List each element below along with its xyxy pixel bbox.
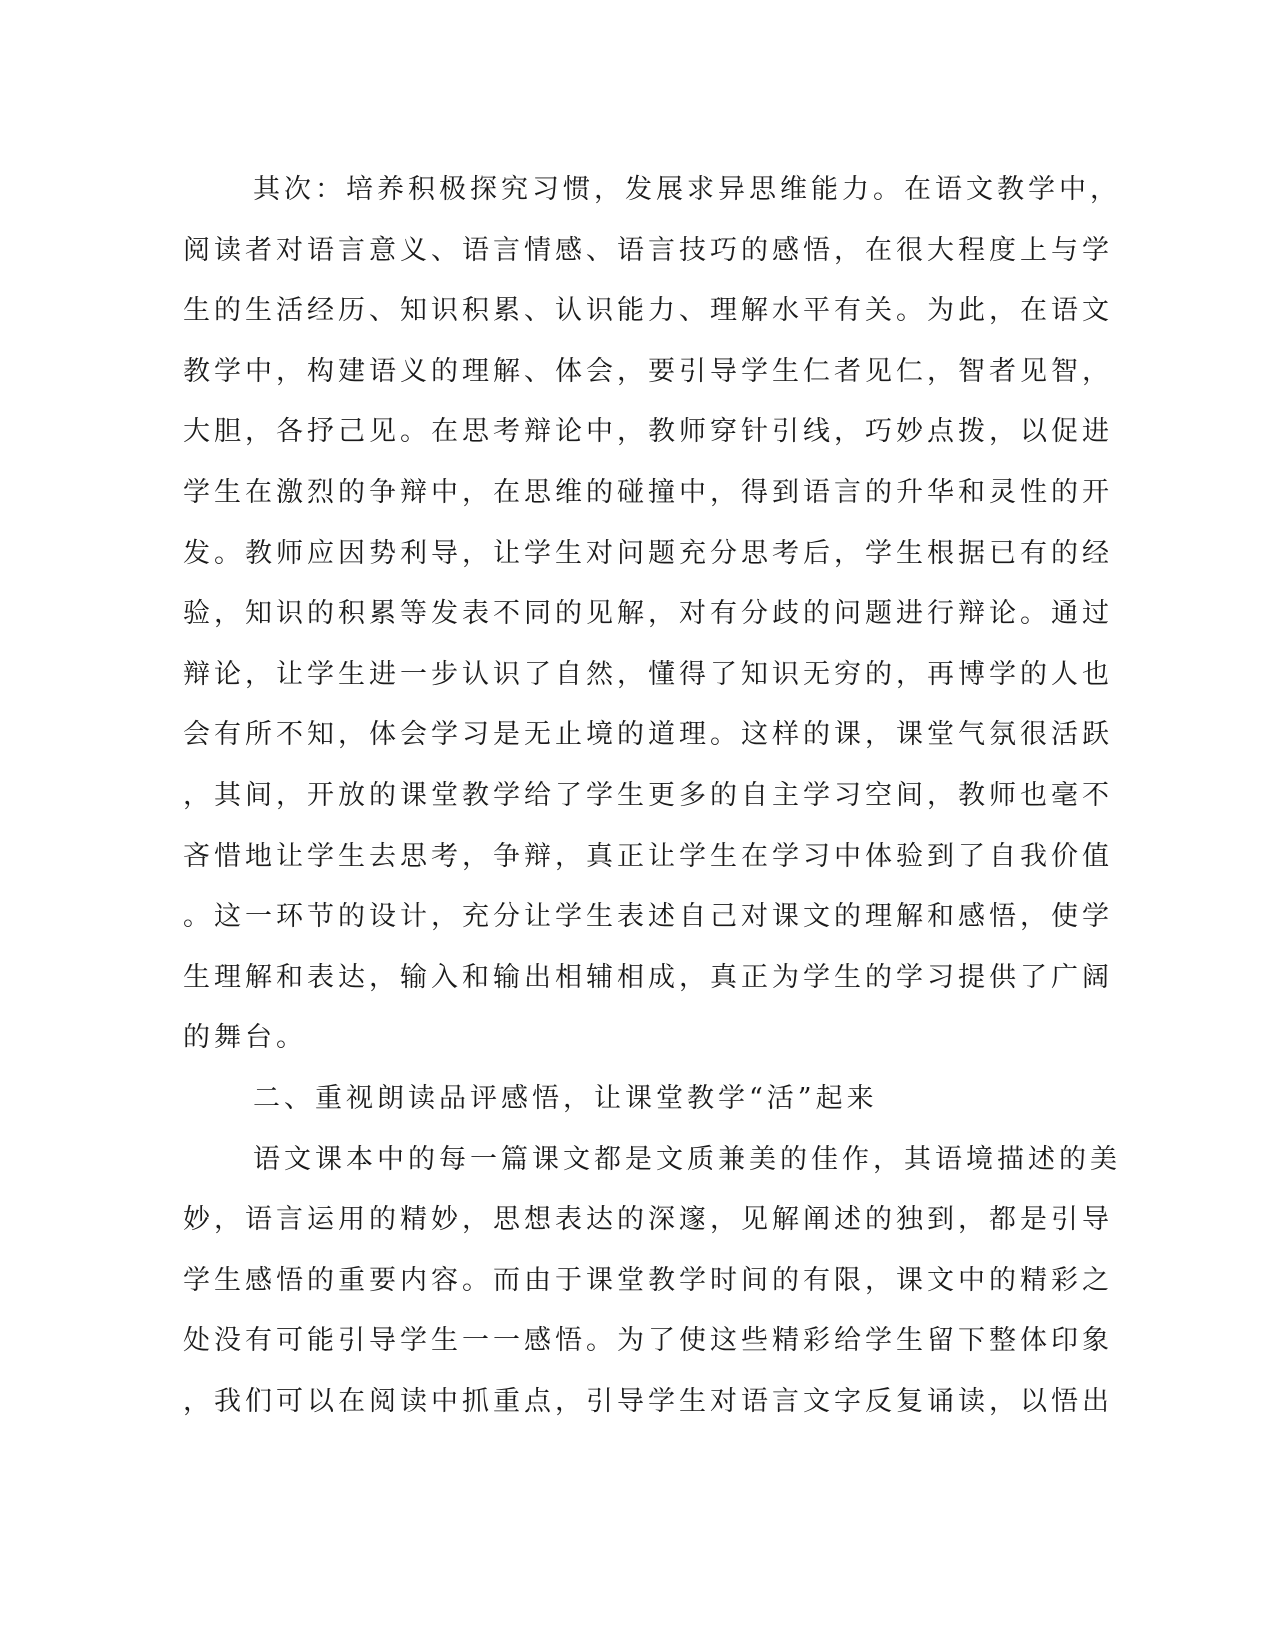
paragraph-line: 辩论，让学生进一步认识了自然，懂得了知识无穷的，再博学的人也 (183, 658, 1113, 690)
paragraph-line: 妙，语言运用的精妙，思想表达的深邃，见解阐述的独到，都是引导 (183, 1204, 1113, 1236)
paragraph-line: 发。教师应因势利导，让学生对问题充分思考后，学生根据已有的经 (183, 537, 1113, 569)
paragraph-line: 。这一环节的设计，充分让学生表述自己对课文的理解和感悟，使学 (183, 901, 1113, 933)
body-text (183, 160, 1121, 1432)
paragraph-line: 处没有可能引导学生一一感悟。为了使这些精彩给学生留下整体印象 (183, 1325, 1113, 1357)
section-heading: 二、重视朗读品评感悟，让课堂教学“活”起来 (253, 1082, 878, 1114)
paragraph-line: 的舞台。 (183, 1022, 307, 1054)
paragraph-line: 学生在激烈的争辩中，在思维的碰撞中，得到语言的升华和灵性的开 (183, 476, 1113, 508)
paragraph-line: 生理解和表达，输入和输出相辅相成，真正为学生的学习提供了广阔 (183, 961, 1113, 993)
paragraph-line: 语文课本中的每一篇课文都是文质兼美的佳作，其语境描述的美 (253, 1143, 1121, 1175)
paragraph-line: 大胆，各抒己见。在思考辩论中，教师穿针引线，巧妙点拨，以促进 (183, 416, 1113, 448)
paragraph-line: 吝惜地让学生去思考，争辩，真正让学生在学习中体验到了自我价值 (183, 840, 1113, 872)
paragraph-line: 其次：培养积极探究习惯，发展求异思维能力。在语文教学中， (253, 174, 1121, 205)
paragraph-line: ，我们可以在阅读中抓重点，引导学生对语言文字反复诵读，以悟出 (183, 1385, 1113, 1417)
paragraph-line: 阅读者对语言意义、语言情感、语言技巧的感悟，在很大程度上与学 (183, 234, 1113, 266)
paragraph-line: 验，知识的积累等发表不同的见解，对有分歧的问题进行辩论。通过 (183, 598, 1113, 630)
paragraph-line: 会有所不知，体会学习是无止境的道理。这样的课，课堂气氛很活跃 (183, 719, 1113, 751)
paragraph-line: 生的生活经历、知识积累、认识能力、理解水平有关。为此，在语文 (183, 295, 1113, 327)
paragraph-line: 教学中，构建语义的理解、体会，要引导学生仁者见仁，智者见智， (183, 355, 1113, 387)
paragraph-line: 学生感悟的重要内容。而由于课堂教学时间的有限，课文中的精彩之 (183, 1264, 1113, 1296)
paragraph-line: ，其间，开放的课堂教学给了学生更多的自主学习空间，教师也毫不 (183, 779, 1113, 811)
